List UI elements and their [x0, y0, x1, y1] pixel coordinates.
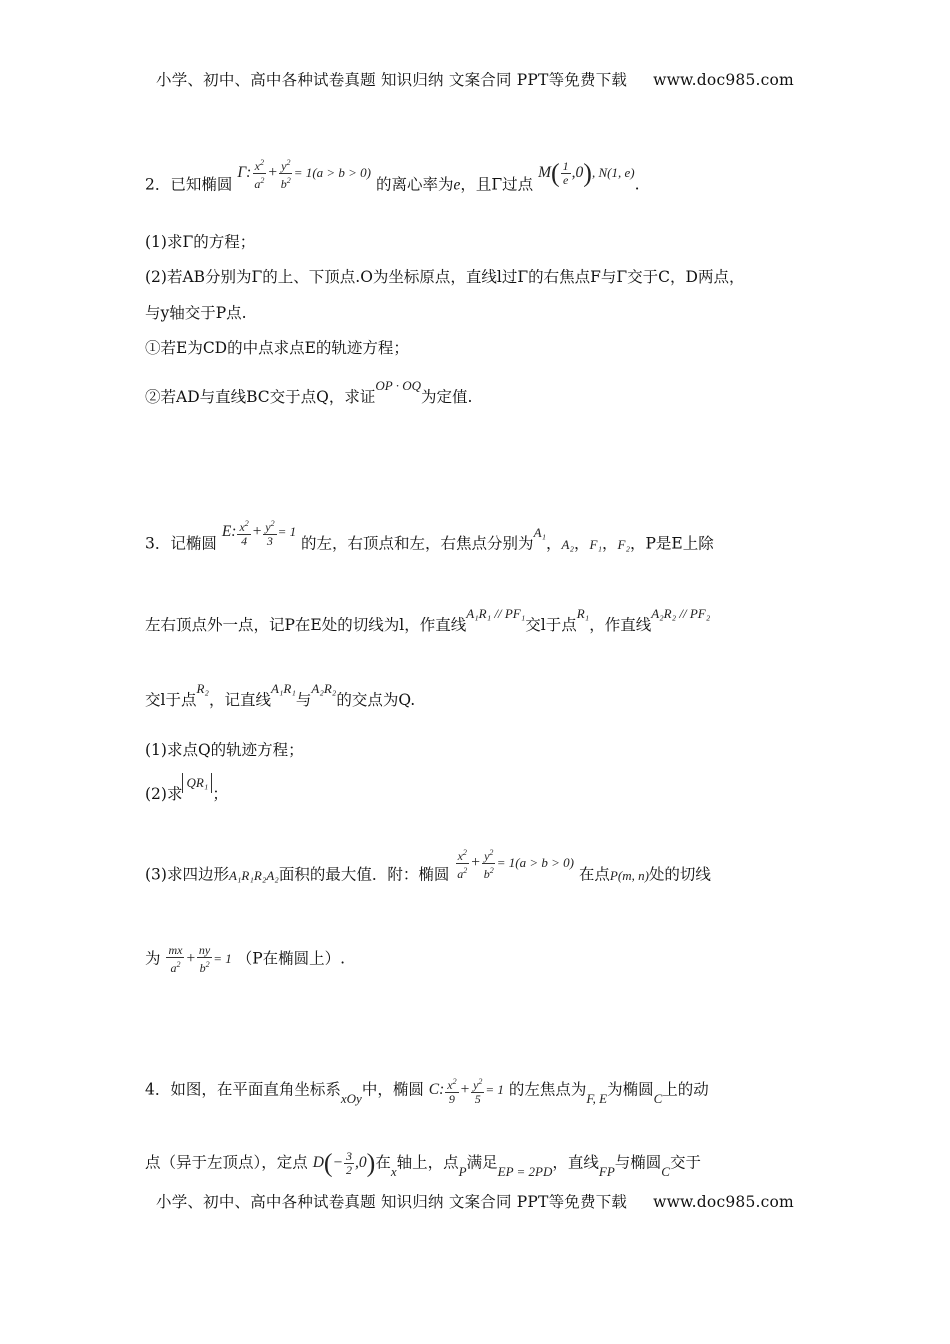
q2-op-oq: OP · OQ: [375, 378, 421, 393]
q3-line2: 左右顶点外一点，记P在E处的切线为l，作直线A₁R₁ // PF₁交l于点R₁，作直线A₂R₂ // PF₂: [145, 606, 711, 634]
q4-line2: 点（异于左顶点），定点 D(− $\frac{3}{2}$ ,0)在x轴上，点P满足EP = 2PD，直线FP与椭圆C交于: [145, 1148, 701, 1179]
page-footer: [0, 1190, 950, 1212]
q3-part3-cont: 为 $\frac{mx}{a^2}$ + $\frac{ny}{b^2}$ = 1 （P在椭圆上）.: [145, 943, 346, 975]
header-url: www.doc985.com: [653, 71, 794, 89]
q2-point-m: M( $\frac{1}{e}$ ,0), N(1, e): [538, 158, 635, 188]
footer-url: www.doc985.com: [653, 1193, 794, 1211]
q4-point-d: D(− $\frac{3}{2}$ ,0): [312, 1148, 376, 1178]
q3-tangent-equation: $\frac{mx}{a^2}$ + $\frac{ny}{b^2}$ = 1: [168, 943, 232, 975]
q2-ellipse-equation: Γ: $\frac{x^2}{a^2}$ + $\frac{y^2}{b^2}$ = 1(a > b > 0): [237, 158, 372, 191]
footer-text: 小学、初中、高中各种试卷真题 知识归纳 文案合同 PPT等免费下载: [156, 1193, 628, 1211]
q3-part1: (1)求点Q的轨迹方程；: [145, 741, 304, 759]
q3-part2: (2)求QR₁；: [145, 775, 228, 803]
q2-part2-line1: (2)若AB分别为Γ的上、下顶点.O为坐标原点，直线l过Γ的右焦点F与Γ交于C，D两点，: [145, 268, 745, 286]
q3-ellipse-equation: E: $\frac{x^2}{4}$ + $\frac{y^2}{3}$ = 1: [221, 519, 297, 548]
q2-line1: 2．已知椭圆 Γ: $\frac{x^2}{a^2}$ + $\frac{y^2}{b^2}$ = 1(a > b > 0) 的离心率为e，且Γ过点 M( $\frac{1}{e}$ ,0), N(1, e).: [145, 158, 640, 194]
header-text: 小学、初中、高中各种试卷真题 知识归纳 文案合同 PPT等免费下载: [156, 71, 628, 89]
q2-part2-sub1: ①若E为CD的中点求点E的轨迹方程；: [145, 339, 409, 357]
q3-line1: 3．记椭圆 E: $\frac{x^2}{4}$ + $\frac{y^2}{3}$ = 1 的左，右顶点和左，右焦点分别为A₁，A₂，F₁，F₂，P是E上除: [145, 519, 714, 553]
q2-part2-sub2: ②若AD与直线BC交于点Q，求证OP · OQ为定值.: [145, 378, 473, 406]
q4-line1: 4．如图，在平面直角坐标系xOy中，椭圆 C: $\frac{x^2}{9}$ + $\frac{y^2}{5}$ = 1 的左焦点为F, E为椭圆C上的动: [145, 1077, 709, 1106]
q2-part2-line2: 与y轴交于P点.: [145, 304, 247, 322]
q3-line3: 交l于点R₂，记直线A₁R₁与A₂R₂的交点为Q.: [145, 681, 416, 709]
page-header: [0, 68, 950, 90]
q2-part1: (1)求Γ的方程；: [145, 233, 256, 251]
q4-ellipse-equation: C: $\frac{x^2}{9}$ + $\frac{y^2}{5}$ = 1: [428, 1077, 504, 1106]
q3-part3: (3)求四边形A₁R₁R₂A₂面积的最大值．附：椭圆 $\frac{x^2}{a^2}$ + $\frac{y^2}{b^2}$ = 1(a > b > 0) 在点P(m, n)处的切线: [145, 848, 711, 884]
q3-general-ellipse: $\frac{x^2}{a^2}$ + $\frac{y^2}{b^2}$ = 1(a > b > 0): [457, 848, 574, 881]
